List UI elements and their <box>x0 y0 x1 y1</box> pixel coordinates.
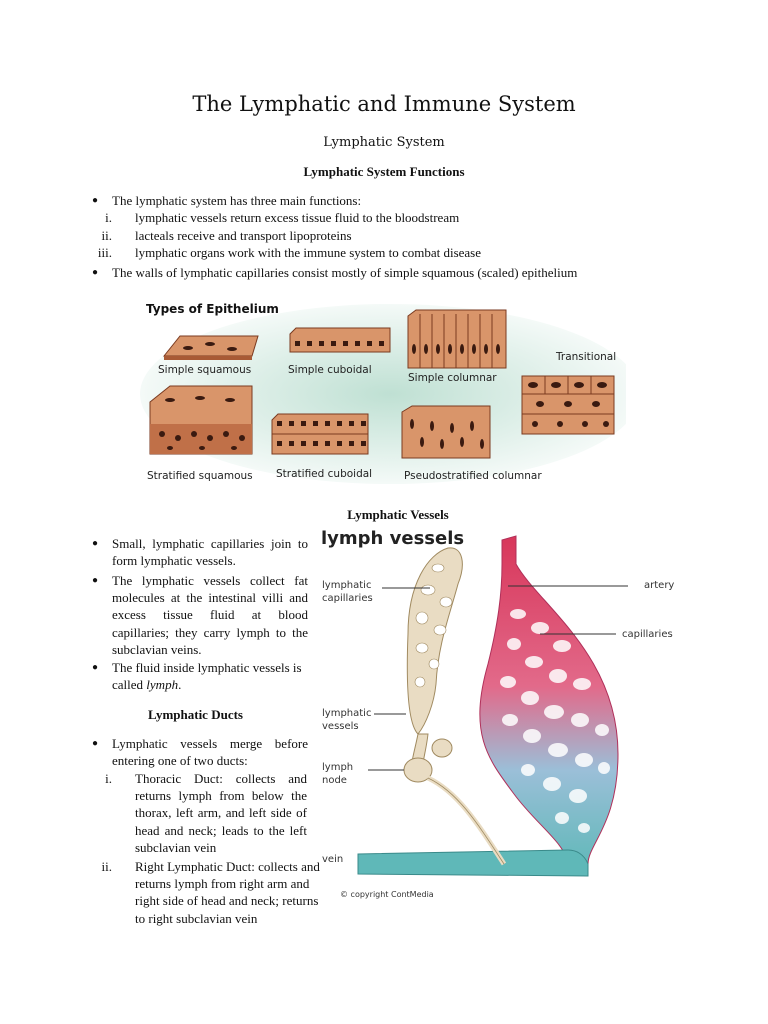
bullet-icon: ● <box>92 738 99 749</box>
walls-text: The walls of lymphatic capillaries consist mostly of simple squamous (scaled) epithelium <box>112 265 578 280</box>
bullet-icon: ● <box>92 267 99 278</box>
vessels-heading: Lymphatic Vessels <box>347 507 449 522</box>
label-transitional: Transitional <box>556 351 617 363</box>
bullet-icon: ● <box>92 538 99 549</box>
copyright-note: © copyright ContMedia <box>340 890 434 899</box>
function-text: lacteals receive and transport lipoproteins <box>135 228 352 243</box>
label-capillaries: capillaries <box>622 629 673 640</box>
label-stratified-squamous: Stratified squamous <box>147 470 253 482</box>
label-artery: artery <box>644 580 675 591</box>
ducts-heading: Lymphatic Ducts <box>148 707 243 722</box>
fluid-suffix: . <box>178 677 182 693</box>
ducts-intro: Lymphatic vessels merge before entering one of two ducts: <box>112 736 308 769</box>
stratified-cuboidal-cells <box>272 414 368 454</box>
label-vein: vein <box>322 854 344 865</box>
stratified-squamous-cells <box>150 386 252 454</box>
list-numeral: iii. <box>97 245 112 260</box>
list-numeral: ii. <box>101 859 112 874</box>
fluid-prefix: The fluid inside lymphatic vessels is called <box>112 660 302 693</box>
pseudostratified-cells <box>402 406 490 458</box>
simple-squamous-cells <box>164 336 258 360</box>
functions-heading: Lymphatic System Functions <box>303 164 465 179</box>
simple-columnar-cells <box>408 310 506 368</box>
label-lymph-node: lymph node <box>322 762 354 786</box>
page-title: The Lymphatic and Immune System <box>192 92 576 116</box>
epithelium-figure <box>140 294 626 492</box>
lymph-node-shape <box>404 758 432 782</box>
label-simple-squamous: Simple squamous <box>158 364 252 376</box>
label-lymphatic-vessels: lymphatic vessels <box>322 708 372 732</box>
bullet-icon: ● <box>92 575 99 586</box>
functions-intro: The lymphatic system has three main functions: <box>112 193 362 208</box>
section-subtitle: Lymphatic System <box>323 135 445 150</box>
vessels-bullet-text: Small, lymphatic capillaries join to form lymphatic vessels. <box>112 536 308 569</box>
list-numeral: i. <box>105 771 112 786</box>
label-simple-columnar: Simple columnar <box>408 372 497 384</box>
lymph-vessels-diagram <box>318 524 690 914</box>
bullet-icon: ● <box>92 662 99 673</box>
label-lymphatic-capillaries: lymphatic capillaries <box>322 580 373 604</box>
list-numeral: ii. <box>101 228 112 243</box>
simple-cuboidal-cells <box>290 328 390 352</box>
function-text: lymphatic vessels return excess tissue fluid to the bloodstream <box>135 210 460 225</box>
fluid-text <box>112 659 308 693</box>
function-text: lymphatic organs work with the immune system to combat disease <box>135 245 482 260</box>
lymph-vessels-title: lymph vessels <box>321 528 465 549</box>
duct-text: Thoracic Duct: collects and returns lymph from below the thorax, left arm, and left side of head and neck; leads to the left subclavian vein <box>135 771 307 855</box>
epithelium-title: Types of Epithelium <box>146 302 279 316</box>
list-numeral: i. <box>105 210 112 225</box>
bullet-icon: ● <box>92 195 99 206</box>
label-pseudostratified: Pseudostratified columnar <box>404 470 542 482</box>
epithelium-diagram <box>140 294 626 492</box>
label-simple-cuboidal: Simple cuboidal <box>288 364 372 376</box>
label-stratified-cuboidal: Stratified cuboidal <box>276 468 373 480</box>
fluid-term: lymph <box>146 677 179 693</box>
lymph-vessels-figure <box>318 524 690 914</box>
capillary-bed <box>358 536 618 876</box>
vessels-bullet-text: The lymphatic vessels collect fat molecules at the intestinal villi and excess tissue fluid at blood capillaries; they carry lymph to the subclavian veins. <box>112 573 308 657</box>
duct-text: Right Lymphatic Duct: collects and returns lymph from right arm and right side of head and neck; returns to right subclavian vein <box>135 859 320 926</box>
transitional-cells <box>522 376 614 434</box>
